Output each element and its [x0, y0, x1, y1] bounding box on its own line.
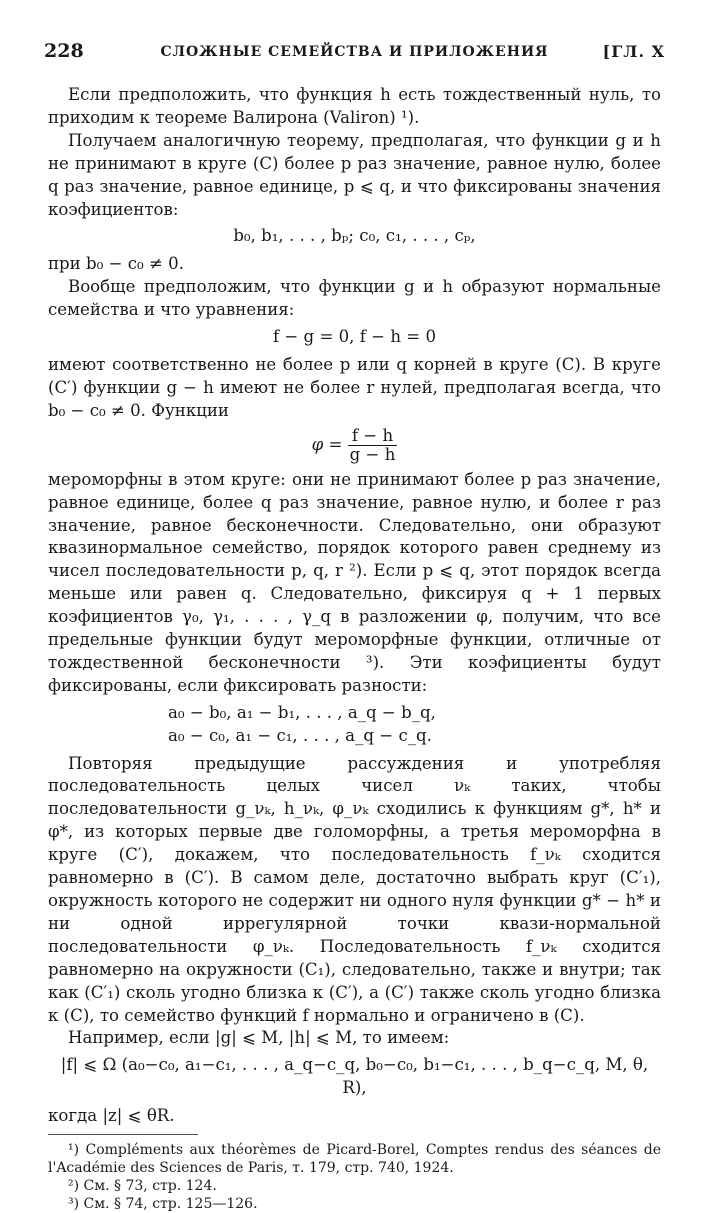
formula-bound: |f| ⩽ Ω (a₀−c₀, a₁−c₁, . . . , a_q−c_q, b₀−c₀, b₁−c₁, . . . , b_q−c_q, M, θ, R), [60, 1055, 649, 1098]
running-title: СЛОЖНЫЕ СЕМЕЙСТВА И ПРИЛОЖЕНИЯ [160, 44, 549, 60]
footnote: ¹) Compléments aux théorèmes de Picard-Borel, Comptes rendus des séances de l'Académie des Sciences de Paris, т. 179, стр. 740, 1924. [48, 1142, 661, 1177]
footnote: ²) См. § 73, стр. 124. [68, 1178, 217, 1195]
formula-differences [168, 702, 661, 748]
formula-equations: f − g = 0, f − h = 0 [272, 327, 437, 347]
page-number: 228 [44, 40, 84, 62]
formula-phi [48, 427, 661, 464]
paragraph: Вообще предположим, что функции g и h образуют нормальные семейства и что уравнения: [48, 277, 661, 320]
paragraph: Получаем аналогичную теорему, предполагая, что функции g и h не принимают в круге (C) более p раз значение, равное нулю, более q раз значение, равное единице, p ⩽ q, и что фиксированы значения коэфициентов: [48, 130, 661, 219]
paragraph: Например, если |g| ⩽ M, |h| ⩽ M, то имеем: [68, 1028, 450, 1048]
paragraph: Если предположить, что функция h есть тождественный нуль, то приходим к теореме Валирона (Valiron) ¹). [48, 85, 661, 127]
formula-row: a₀ − b₀, a₁ − b₁, . . . , a_q − b_q, [168, 702, 436, 722]
formula-coefficients: b₀, b₁, . . . , bₚ; c₀, c₁, . . . , cₚ, [233, 226, 476, 246]
fraction-denominator: g − h [349, 444, 396, 464]
paragraph: при b₀ − c₀ ≠ 0. [48, 254, 184, 274]
fraction [348, 427, 398, 464]
paragraph: имеют соответственно не более p или q корней в круге (C). В круге (C′) функции g − h имеют не более r нулей, предполагая всегда, что b₀ − c₀ ≠ 0. Функции [48, 354, 661, 420]
phi-label: φ = [311, 434, 343, 454]
footnote-divider [48, 1134, 198, 1135]
paragraph: Повторяя предыдущие рассуждения и употребляя последовательность целых чисел νₖ таких, чтобы последовательности g_νₖ, h_νₖ, φ_νₖ сходились к функциям g*, h* и φ*, из которых первые две голоморфны, а третья мероморфна в круге (C′), докажем, что последовательность f_νₖ сходится равномерно в (C′). В самом деле, достаточно выбрать круг (C′₁), окружность которого не содержит ни одного нуля функции g* − h* и ни одной иррегулярной точки квази-нормальной последовательности φ_νₖ. Последовательность f_νₖ сходится равномерно на окружности (C₁), следовательно, также и внутри; так как (C′₁) сколь угодно близка к (C′), а (C′) также сколь угодно близка к (C), то семейство функций f нормально и ограничено в (C). [48, 753, 661, 1025]
chapter-label: [ГЛ. X [602, 42, 665, 61]
paragraph: мероморфны в этом круге: они не принимают более p раз значение, равное единице, более q раз значение, равное нулю, и более r раз значение, равное бесконечности. Следовательно, они образуют квазинормальное семейство, порядок которого равен среднему из чисел последовательности p, q, r ²). Если p ⩽ q, этот порядок всегда меньше или равен q. Следовательно, фиксируя q + 1 первых коэфициентов γ₀, γ₁, . . . , γ_q в разложении φ, получим, что все предельные функции будут мероморфные функции, отличные от тождественной бесконечности ³). Эти коэфициенты будут фиксированы, если фиксировать разности: [48, 469, 661, 695]
footnote: ³) См. § 74, стр. 125—126. [68, 1196, 258, 1213]
page-body [48, 84, 661, 1213]
formula-row: a₀ − c₀, a₁ − c₁, . . . , a_q − c_q. [168, 725, 432, 745]
page-header [44, 40, 665, 68]
fraction-numerator: f − h [348, 427, 398, 446]
paragraph: когда |z| ⩽ θR. [48, 1106, 175, 1126]
